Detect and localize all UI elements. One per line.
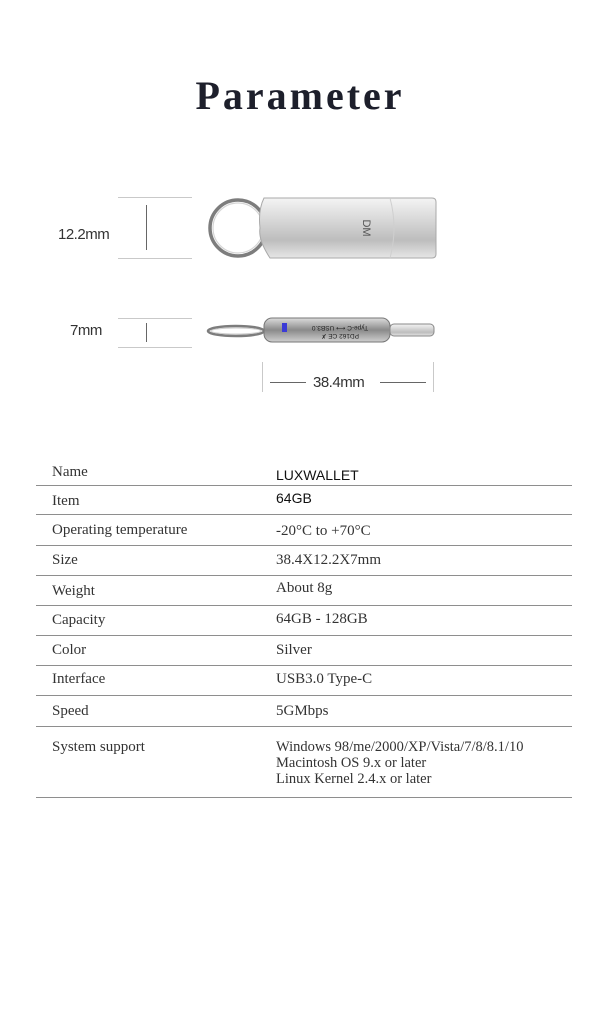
spec-value: LUXWALLET — [276, 467, 359, 483]
thickness-guide-bar — [146, 323, 147, 342]
spec-row-color — [36, 636, 572, 666]
spec-value: USB3.0 Type-C — [276, 671, 373, 687]
spec-row-speed — [36, 696, 572, 727]
spec-value: 64GB - 128GB — [276, 611, 368, 627]
spec-label: Size — [52, 552, 78, 568]
key-ring-side — [208, 326, 264, 336]
spec-row-temperature — [36, 515, 572, 546]
drive-body-top — [260, 198, 437, 258]
spec-row-size — [36, 546, 572, 576]
spec-value: 38.4X12.2X7mm — [276, 552, 381, 568]
spec-label: Capacity — [52, 612, 106, 628]
spec-label: Interface — [52, 671, 106, 687]
side-text-1: Type-C ⟷ USB3.0 — [311, 324, 369, 331]
spec-value-lines — [276, 739, 523, 787]
length-guide-left — [262, 362, 263, 392]
spec-label: Speed — [52, 703, 89, 719]
spec-label: Name — [52, 464, 88, 480]
spec-label: Item — [52, 493, 80, 509]
thickness-guide-bottom — [118, 347, 192, 348]
height-guide-bottom — [118, 258, 192, 259]
os-support-line: Linux Kernel 2.4.x or later — [276, 771, 432, 787]
drive-logo: DM — [360, 219, 372, 237]
height-label: 12.2mm — [58, 226, 110, 243]
length-label: 38.4mm — [313, 374, 365, 391]
spec-label: Weight — [52, 583, 95, 599]
height-guide-bar — [146, 205, 147, 250]
key-ring-top — [210, 200, 266, 256]
spec-table — [36, 457, 572, 798]
os-support-line: Windows 98/me/2000/XP/Vista/7/8/8.1/10 — [276, 739, 524, 755]
spec-value: 64GB — [276, 490, 312, 506]
thickness-guide-top — [118, 318, 192, 319]
spec-label: Operating temperature — [52, 522, 188, 538]
spec-row-interface — [36, 666, 572, 696]
spec-value: 5GMbps — [276, 703, 329, 719]
spec-row-capacity — [36, 606, 572, 636]
usb-drive-illustration — [200, 180, 450, 360]
spec-row-name — [36, 457, 572, 486]
length-guide-right — [433, 362, 434, 392]
spec-row-item — [36, 486, 572, 515]
spec-label: Color — [52, 642, 87, 658]
spec-value: About 8g — [276, 580, 333, 596]
thickness-label: 7mm — [70, 322, 102, 339]
length-guide-line-right — [380, 382, 426, 383]
spec-row-weight — [36, 576, 572, 606]
page-title: Parameter — [195, 73, 405, 118]
os-support-line: Macintosh OS 9.x or later — [276, 755, 427, 771]
spec-label: System support — [52, 739, 145, 755]
spec-row-system-support — [36, 727, 572, 798]
height-guide-top — [118, 197, 192, 198]
spec-value: -20°C to +70°C — [276, 523, 371, 539]
side-text-2: PD162 CE ✗ — [321, 332, 359, 339]
spec-value: Silver — [276, 642, 312, 658]
length-guide-line-left — [270, 382, 306, 383]
type-c-connector — [390, 324, 434, 336]
